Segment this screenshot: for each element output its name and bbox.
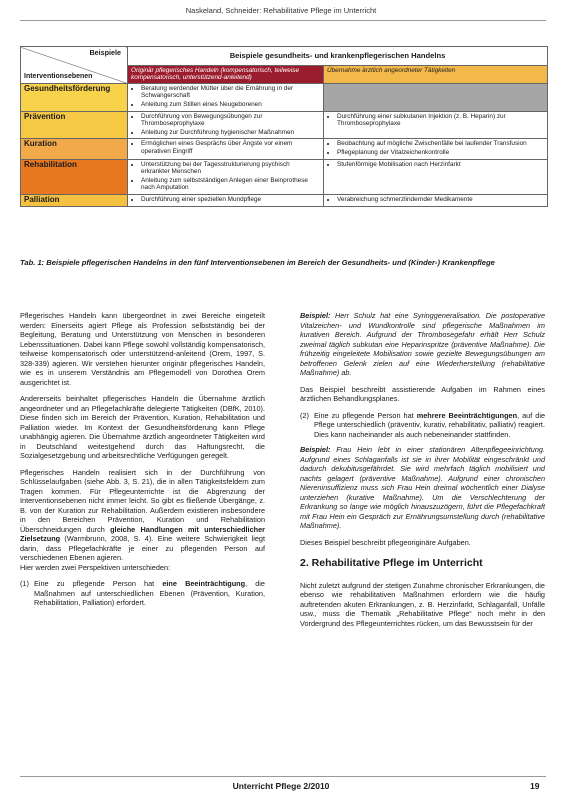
subheader-originaer: Originär pflegerisches Handeln (kompensatorisch, teilweise kompensatorisch, unterstützend-anleitend) [128,65,324,83]
col1-cell [128,83,324,111]
text-run: Frau Hein lebt in einer stationären Altenpflegeeinrichtung. Aufgrund eines Schlaganfalls ist sie in ihrer Mobilität eingeschränkt und dadurch dekubitusgefährdet. Sie wird mehrfach täglich mobilisiert und nachts gelagert (präventive Maßnahme). Aufgrund einer chronischen Niereninsuffizienz muss sich Frau Hein dreimal wöchentlich einer Dialyse unterziehen (kurative Maßnahme). Um die Verschlechterung der Erkrankung so lange wie möglich hinauszuzögern, führt die Pflegefachkraft mit Frau Hein ein Gespräch zur Ernährungsumstellung durch (rehabilitative Maßnahme). [300,445,545,530]
paragraph: Pflegerisches Handeln kann übergeordnet in zwei Bereiche eingeteilt werden: Einerseits agiert Pflege als Profession selbstständig bei der Begleitung, Beratung und Unterstützung von Menschen in besonderen Lebenssituationen. Dabei kann Pflege sowohl vollständig kompensatorisch, teilweise kompensatorisch oder unterstützend-anleitend (Orem, 1997, S. 328-339) agieren. Wir verstehen hierunter originär pflegerisches Handeln, wie es in unserem Verständnis am Pflegemodell von Dorothea Orem ausgerichtet ist. [20,311,265,387]
table-main-header: Beispiele gesundheits- und krankenpflegerischen Handelns [128,47,548,66]
list-text [314,411,545,440]
example-paragraph [300,311,545,378]
paragraph: Nicht zuletzt aufgrund der stetigen Zunahme chronischer Erkrankungen, die ebenso wie rehabilitativen Maßnahmen erfordern wie die häufig auftretenden akuten Erkrankungen, z. B. Herzinfarkt, Schlaganfall, Unfälle usw., muss die Thematik „Rehabilitative Pflege“ noch mehr in den Vordergrund des Pflegeunterrichtes rücken, um das Bewusstsein für der [300,580,545,628]
text-run: Herr Schulz hat eine Syringgeneralisation. Die postoperative Vitalzeichen- und Wundkontrolle sind pflegerische Maßnahmen im kurativen Bereich. Aufgrund der Thrombosegefahr erhält Herr Schulz zweimal täglich subkutan eine Heparinspritze (präventive Maßnahme). Die frühzeitig eingeleitete Mobilisation sowie gezielte Bewegungsübungen am betroffenen Gelenk zielen auf eine Wiederherstellung (rehabilitative Maßnahme) ab. [300,311,545,377]
list-text [34,579,265,608]
list-item: • Pflegeplanung der Vitalzeichenkontrolle [337,149,544,157]
text-run: Hier werden zwei Perspektiven unterschieden: [20,562,171,572]
text-run: Eine zu pflegende Person hat [34,579,163,588]
col2-cell [324,159,548,194]
paragraph [20,468,265,573]
table-caption: Tab. 1: Beispiele pflegerischen Handelns in den fünf Interventionsebenen im Bereich der Gesundheits- und (Kinder-) Krankenpflege [20,258,495,267]
col1-cell [128,159,324,194]
right-column [300,311,545,635]
paragraph: Andererseits beinhaltet pflegerisches Handeln die Übernahme ärztlich angeordneter und an Pflegefachkräfte delegierte Tätigkeiten (DBfK, 2010). Diese finden sich im Bereich der Prävention, Kuration, Rehabilitation und Palliation wieder. Im Kontext der Gesundheitsförderung kann Pflege unabhängig agieren. Die Übernahme ärztlich angeordneter Tätigkeiten wird in Deutschland weitestgehend durch das Haftungsrecht, die Sozialgesetzgebung und arbeitsrechtliche Verfügungen geregelt. [20,394,265,460]
corner-label-beispiele: Beispiele [89,48,121,57]
table-corner-cell [21,47,128,84]
bold-phrase: gleiche Handlungen mit unterschiedlicher Zielsetzung [20,524,265,543]
pflege-table [20,46,548,207]
footer-journal: Unterricht Pflege 2/2010 [232,781,330,791]
list-item: • Unterstützung bei der Tagesstrukturierung psychisch erkrankter Menschen [141,161,320,176]
header-rule [20,20,546,21]
list-item [300,411,545,440]
level-cell: Prävention [21,111,128,139]
level-cell: Gesundheitsförderung [21,83,128,111]
list-item: • Anleitung zur Durchführung hygienischer Maßnahmen [141,129,320,137]
col1-cell [128,194,324,206]
table-row [21,194,548,206]
list-item: • Beobachtung auf mögliche Zwischenfälle bei laufender Transfusion [337,140,544,148]
example-label: Beispiel: [300,445,331,454]
list-number: (2) [300,410,309,420]
list-item: • Anleitung zum Stillen eines Neugeborenen [141,101,320,109]
list-item [20,579,265,608]
text-run: Eine zu pflegende Person hat [314,410,417,420]
corner-label-interventionsebenen: Interventionsebenen [24,73,93,81]
running-header: Naskeland, Schneider: Rehabilitative Pflege im Unterricht [185,6,377,15]
level-cell: Kuration [21,139,128,159]
example-paragraph [300,445,545,531]
bold-phrase: eine Beeinträchtigung [162,579,246,588]
list-item: • Stufenförmige Mobilisation nach Herzinfarkt [337,161,544,169]
bold-phrase: mehrere Beeinträchtigungen [416,410,518,420]
list-number: (1) [20,579,29,588]
table-row [21,139,548,159]
list-item: • Durchführung von Bewegungsübungen zur Thromboseprophylaxe [141,113,320,128]
table-row [21,83,548,111]
page-number: 19 [530,781,540,791]
level-cell: Palliation [21,194,128,206]
list-item: • Verabreichung schmerzlindernder Medikamente [337,196,544,204]
left-column [20,311,265,614]
paragraph: Das Beispiel beschreibt assistierende Aufgaben im Rahmen eines ärztlichen Behandlungsplanes. [300,384,545,403]
table-row [21,159,548,194]
table-row [21,111,548,139]
list-item: • Durchführung einer speziellen Mundpflege [141,196,320,204]
text-run: , auf die Pflege unterschiedlich (präventiv, kurativ, rehabilitativ, palliativ) reagiert. Dies kann nacheinander als auch nebeneinander stattfinden. [314,410,546,439]
section-heading: 2. Rehabilitative Pflege im Unterricht [300,557,483,569]
list-item: • Beratung werdender Mütter über die Ernährung in der Schwangerschaft [141,85,320,100]
footer-rule [20,776,546,777]
level-cell: Rehabilitation [21,159,128,194]
text-run: , die Maßnahmen auf unterschiedlichen Ebenen (Prävention, Kuration, Rehabilitation, Palliation) erfordert. [34,579,265,607]
list-item: • Anleitung zum selbstständigen Anlegen einer Beinprothese nach Amputation [141,177,320,192]
col1-cell [128,139,324,159]
list-item: • Durchführung einer subkutanen Injektion (z. B. Heparin) zur Thromboseprophylaxe [337,113,544,128]
example-label: Beispiel: [300,311,331,320]
col2-cell [324,139,548,159]
subheader-aerztlich: Übernahme ärztlich angeordneter Tätigkeiten [324,65,548,83]
col2-cell [324,111,548,139]
col2-cell-empty [324,83,548,111]
paragraph: Dieses Beispiel beschreibt pflegeoriginäre Aufgaben. [300,537,471,547]
col1-cell [128,111,324,139]
text-run: (Warmbrunn, 2008, S. 4). Eine weitere Schwierigkeit liegt darin, dass Pflegefachkräfte je einer zu pflegenden Person auf verschiedenen Ebenen agieren. [20,534,265,562]
list-item: • Ermöglichen eines Gesprächs über Ängste vor einem operativen Eingriff [141,140,320,155]
col2-cell [324,194,548,206]
text-run: Pflegerisches Handeln realisiert sich in der Durchführung von Schlüsselaufgaben (siehe Abb. 3, S. 21), die in allen Tätigkeitsfeldern zum Tragen kommen. Für Pflegeunterrichte ist die Abgrenzung der Interventionsebenen nicht immer leicht. So gibt es fließende Übergänge, z. B. von der Kuration zur Rehabilitation. Außerdem existieren insbesondere in den Bereichen Prävention, Kuration und Rehabilitation Überschneidungen durch [20,467,265,534]
